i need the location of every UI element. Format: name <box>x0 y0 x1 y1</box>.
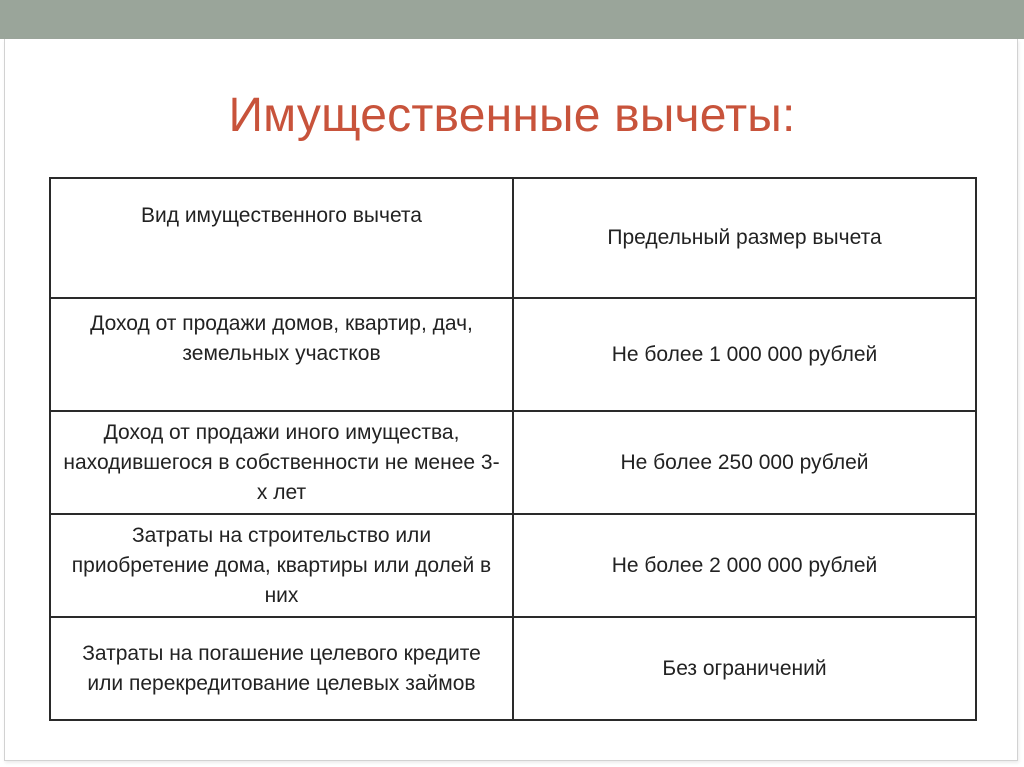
deduction-type-cell: Затраты на строительство или приобретение дома, квартиры или долей в них <box>50 514 513 617</box>
deduction-limit-cell: Не более 250 000 рублей <box>513 411 976 514</box>
table-row <box>50 617 976 720</box>
deduction-type-cell: Доход от продажи иного имущества, находившегося в собственности не менее 3- х лет <box>50 411 513 514</box>
table-row <box>50 411 976 514</box>
header-max-amount: Предельный размер вычета <box>513 178 976 298</box>
table-row <box>50 514 976 617</box>
deduction-limit-cell: Не более 2 000 000 рублей <box>513 514 976 617</box>
table-header-row <box>50 178 976 298</box>
deductions-table <box>49 177 977 721</box>
deduction-limit-cell: Не более 1 000 000 рублей <box>513 298 976 411</box>
deduction-type-cell: Доход от продажи домов, квартир, дач, земельных участков <box>50 298 513 411</box>
top-bar <box>0 0 1024 39</box>
header-deduction-type: Вид имущественного вычета <box>50 178 513 298</box>
deduction-type-cell: Затраты на погашение целевого кредите или перекредитование целевых займов <box>50 617 513 720</box>
table-row <box>50 298 976 411</box>
slide-title: Имущественные вычеты: <box>228 89 796 142</box>
deduction-limit-cell: Без ограничений <box>513 617 976 720</box>
